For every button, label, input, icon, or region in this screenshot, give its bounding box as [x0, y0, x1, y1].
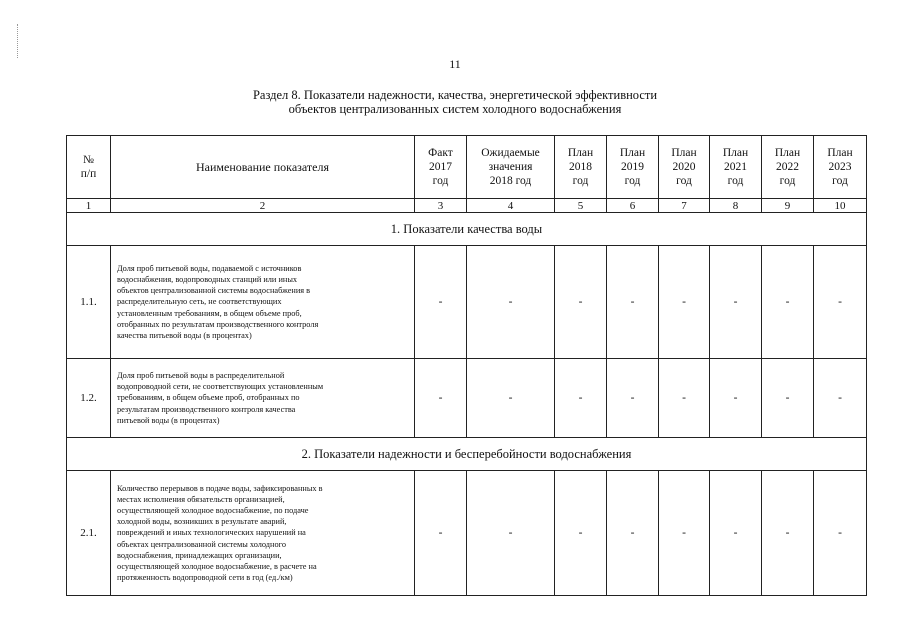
row-number: 1.2.	[67, 359, 111, 438]
value-cell: -	[555, 471, 607, 596]
value-cell: -	[607, 471, 659, 596]
value-cell: -	[415, 359, 467, 438]
indicator-name: Доля проб питьевой воды, подаваемой с источников водоснабжения, водопроводных станций или иных объектов централизованной системы водоснабжения в распределительную сеть, не соответствующих установленным требованиям, в общем объеме проб, отобранных по результатам производственного контроля качества питьевой воды (в процентах)	[111, 246, 415, 359]
section-title-line-2: объектов централизованных систем холодного водоснабжения	[288, 102, 622, 116]
value-cell: -	[607, 246, 659, 359]
value-cell: -	[659, 246, 710, 359]
header-plan-2021: План 2021 год	[710, 136, 762, 199]
page-number: 11	[449, 57, 461, 71]
column-number: 4	[467, 199, 555, 213]
column-number: 8	[710, 199, 762, 213]
value-cell: -	[762, 471, 814, 596]
value-cell: -	[659, 359, 710, 438]
value-cell: -	[415, 471, 467, 596]
header-plan-2019: План 2019 год	[607, 136, 659, 199]
value-cell: -	[467, 359, 555, 438]
value-cell: -	[467, 246, 555, 359]
indicator-name: Доля проб питьевой воды в распределительной водопроводной сети, не соответствующих установленным требованиям, в общем объеме проб, отобранных по результатам производственного контроля качества питьевой воды (в процентах)	[111, 359, 415, 438]
table-row	[67, 471, 867, 596]
header-plan-2020: План 2020 год	[659, 136, 710, 199]
scan-edge-mark	[17, 24, 19, 58]
row-number: 1.1.	[67, 246, 111, 359]
value-cell: -	[415, 246, 467, 359]
column-number: 7	[659, 199, 710, 213]
column-number: 9	[762, 199, 814, 213]
value-cell: -	[607, 359, 659, 438]
value-cell: -	[710, 471, 762, 596]
value-cell: -	[762, 246, 814, 359]
value-cell: -	[762, 359, 814, 438]
header-fact-2017: Факт 2017 год	[415, 136, 467, 199]
value-cell: -	[814, 471, 867, 596]
section-title-line-1: Раздел 8. Показатели надежности, качества, энергетической эффективности	[252, 88, 658, 102]
column-number: 1	[67, 199, 111, 213]
value-cell: -	[555, 246, 607, 359]
column-number: 6	[607, 199, 659, 213]
header-plan-2022: План 2022 год	[762, 136, 814, 199]
table-header-row	[67, 136, 867, 199]
indicators-table	[66, 135, 867, 596]
table-row	[67, 359, 867, 438]
table-row	[67, 246, 867, 359]
value-cell: -	[814, 359, 867, 438]
section-title	[0, 88, 905, 116]
column-number: 10	[814, 199, 867, 213]
value-cell: -	[555, 359, 607, 438]
value-cell: -	[710, 246, 762, 359]
value-cell: -	[710, 359, 762, 438]
group-title-reliability: 2. Показатели надежности и бесперебойности водоснабжения	[67, 438, 867, 471]
header-expected-2018: Ожидаемые значения 2018 год	[467, 136, 555, 199]
value-cell: -	[467, 471, 555, 596]
column-number: 2	[111, 199, 415, 213]
group-header-row	[67, 213, 867, 246]
value-cell: -	[659, 471, 710, 596]
value-cell: -	[814, 246, 867, 359]
column-number: 3	[415, 199, 467, 213]
column-number: 5	[555, 199, 607, 213]
column-numbers-row	[67, 199, 867, 213]
indicator-name: Количество перерывов в подаче воды, зафиксированных в местах исполнения обязательств организацией, осуществляющей холодное водоснабжение, по подаче холодной воды, возникших в результате аварий, повреждений и иных технологических нарушений на объектах централизованной системы холодного водоснабжения, принадлежащих организации, осуществляющей холодное водоснабжение, в расчете на протяженность водопроводной сети в год (ед./км)	[111, 471, 415, 596]
header-num: № п/п	[67, 136, 111, 199]
group-title-quality: 1. Показатели качества воды	[67, 213, 867, 246]
header-plan-2023: План 2023 год	[814, 136, 867, 199]
row-number: 2.1.	[67, 471, 111, 596]
header-name: Наименование показателя	[111, 136, 415, 199]
header-plan-2018: План 2018 год	[555, 136, 607, 199]
group-header-row	[67, 438, 867, 471]
